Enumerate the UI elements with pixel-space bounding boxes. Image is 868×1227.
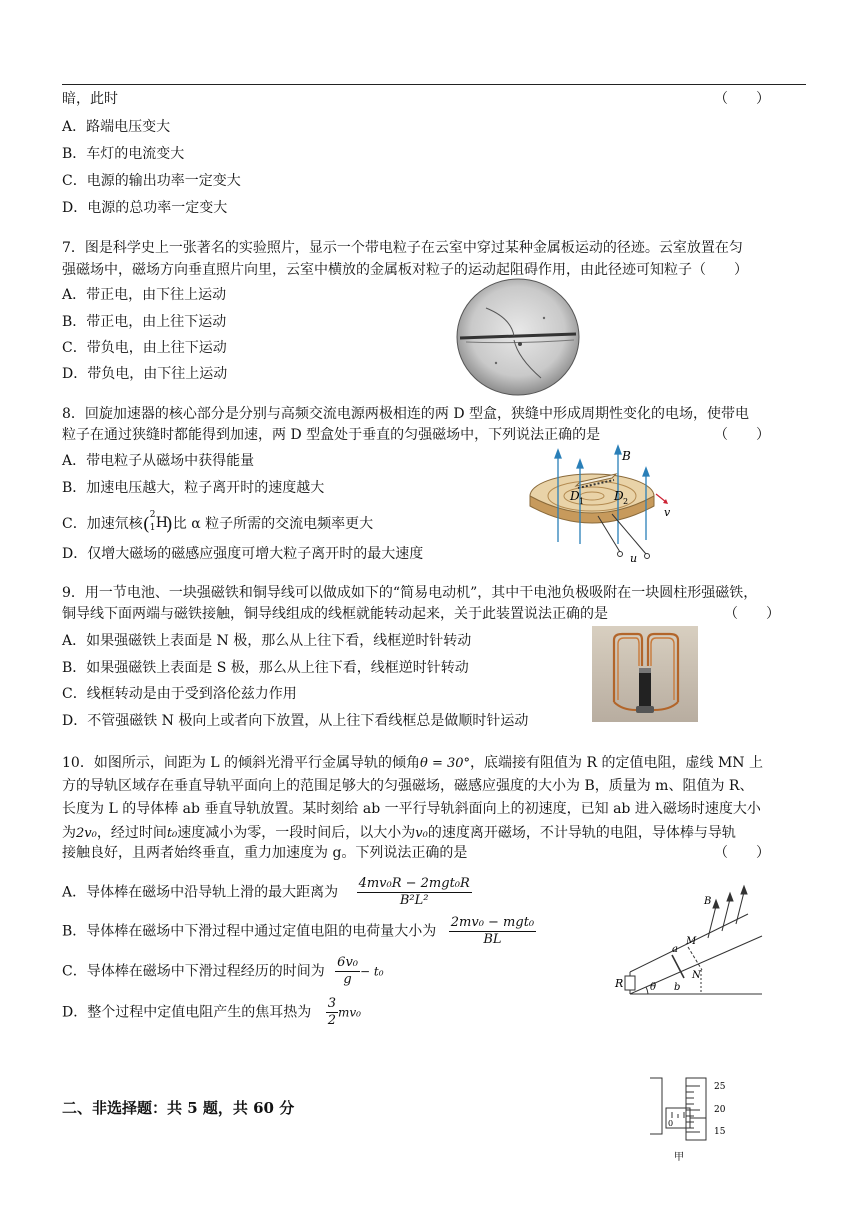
rail-label-field-b: B (704, 896, 712, 907)
q10-option-d-numerator: 3 (327, 996, 336, 1011)
q8-option-b: B．加速电压越大，粒子离开时的速度越大 (62, 480, 325, 496)
q10-theta: θ = 30° (420, 756, 471, 771)
cyclotron-label-v: v (664, 506, 671, 519)
q6-stem-tail: 暗，此时 (62, 91, 118, 107)
q7-option-d: D．带负电，由下往上运动 (62, 366, 228, 382)
q10-option-c-tail: − t₀ (360, 964, 384, 979)
q10-stem-line1-a: 10．如图所示，间距为 L 的倾斜光滑平行金属导轨的倾角 (62, 755, 421, 771)
q10-option-b-fraction (449, 915, 536, 948)
q10-stem-line1-b: ，底端接有阻值为 R 的定值电阻，虚线 MN 上 (470, 755, 763, 771)
q10-option-d-fraction (326, 996, 338, 1029)
q8-deuteron-nuclide (149, 510, 168, 534)
q9-option-b: B．如果强磁铁上表面是 S 极，那么从上往下看，线框逆时针转动 (62, 660, 469, 676)
q8-option-c-prefix: C．加速氘核 (62, 516, 143, 532)
micrometer-zero: 0 (668, 1119, 674, 1128)
cyclotron-label-b: B (622, 449, 631, 463)
q6-option-d: D．电源的总功率一定变大 (62, 200, 228, 216)
cyclotron-label-d1-sub: 1 (579, 497, 585, 506)
cyclotron-label-d1: D (570, 489, 580, 503)
micrometer-caption: 甲 (674, 1152, 684, 1163)
q10-option-c-denominator: g (343, 972, 352, 987)
q10-option-a-numerator: 4mv₀R − 2mgt₀R (358, 876, 470, 891)
micrometer-tick-20: 20 (714, 1105, 726, 1115)
q10-option-b-denominator: BL (483, 932, 502, 947)
q10-answer-paren: （ ） (714, 845, 770, 861)
q8-option-c (62, 510, 374, 535)
q10-option-d-denominator: 2 (327, 1013, 336, 1028)
q10-option-c-numerator: 6v₀ (337, 955, 358, 970)
q10-option-b-numerator: 2mv₀ − mgt₀ (450, 915, 535, 930)
cyclotron-label-d2: D (614, 489, 624, 503)
q6-option-b: B．车灯的电流变大 (62, 146, 185, 162)
q8-deuteron-close: ) (165, 514, 173, 535)
q10-stem-line2: 方的导轨区域存在垂直导轨平面向上的范围足够大的匀强磁场，磁感应强度的大小为 B，质量为 m、阻值为 R、 (62, 778, 754, 794)
q9-option-c: C．线框转动是由于受到洛伦兹力作用 (62, 686, 297, 702)
rail-label-r: R (615, 977, 624, 990)
q10-stem-line4-a: 为 (62, 825, 76, 841)
cyclotron-label-d2-sub: 2 (623, 497, 629, 506)
q10-option-a-denominator: B²L² (399, 893, 429, 908)
q8-mass-number: 2 (149, 510, 156, 520)
q10-option-b (62, 915, 536, 948)
q8-deuteron-symbol: ( (142, 514, 150, 535)
rail-label-b: b (674, 982, 681, 993)
inclined-rail-figure (612, 884, 792, 1004)
q8-element-symbol: H (155, 515, 168, 531)
q8-stem-line1: 8．回旋加速器的核心部分是分别与高频交流电源两极相连的两 D 型盒，狭缝中形成周期性变化的电场，使带电 (62, 406, 750, 422)
q8-option-a: A．带电粒子从磁场中获得能量 (62, 453, 255, 469)
q9-stem-line1: 9．用一节电池、一块强磁铁和铜导线可以做成如下的“简易电动机”，其中干电池负极吸附在一块圆柱形强磁铁， (62, 585, 758, 601)
q9-option-d: D．不管强磁铁 N 极向上或者向下放置，从上往下看线框总是做顺时针运动 (62, 713, 529, 729)
q10-stem-line5: 接触良好，且两者始终垂直，重力加速度为 g。下列说法正确的是 (62, 845, 468, 861)
q8-option-d: D．仅增大磁场的磁感应强度可增大粒子离开时的最大速度 (62, 546, 424, 562)
q10-option-d (62, 996, 361, 1029)
q7-option-c: C．带负电，由上往下运动 (62, 340, 227, 356)
q10-option-d-text: D．整个过程中定值电阻产生的焦耳热为 (62, 1004, 312, 1021)
q8-option-c-suffix: 比 α 粒子所需的交流电频率更大 (172, 516, 374, 532)
rail-label-n: N (692, 970, 701, 981)
q8-answer-paren: （ ） (714, 427, 770, 443)
q10-stem-line4-b: ，经过时间 (96, 825, 167, 841)
q8-atomic-number: 1 (149, 523, 156, 533)
q7-option-b: B．带正电，由上往下运动 (62, 314, 227, 330)
q9-option-a: A．如果强磁铁上表面是 N 极，那么从上往下看，线框逆时针转动 (62, 633, 472, 649)
q10-option-a-text: A．导体棒在磁场中沿导轨上滑的最大距离为 (62, 884, 339, 901)
q6-option-c: C．电源的输出功率一定变大 (62, 173, 241, 189)
cyclotron-label-u: u (630, 552, 638, 565)
q7-stem-line1: 7．图是科学史上一张著名的实验照片，显示一个带电粒子在云室中穿过某种金属板运动的径迹。云室放置在匀 (62, 240, 743, 256)
cloud-chamber-photo (456, 278, 580, 396)
rail-label-m: M (686, 936, 697, 947)
top-rule (62, 84, 806, 85)
q10-option-c-text: C．导体棒在磁场中下滑过程经历的时间为 (62, 963, 325, 980)
q10-v0: v₀ (415, 826, 428, 841)
q8-stem-line2: 粒子在通过狭缝时都能得到加速，两 D 型盒处于垂直的匀强磁场中，下列说法正确的是 (62, 427, 601, 443)
micrometer-figure (646, 1074, 746, 1166)
q10-stem-line3: 长度为 L 的导体棒 ab 垂直导轨放置。某时刻给 ab 一平行导轨斜面向上的初速度，已知 ab 进入磁场时速度大小 (62, 801, 761, 817)
q10-stem-line4-d: 的速度离开磁场，不计导轨的电阻，导体棒与导轨 (427, 825, 736, 841)
micrometer-tick-25: 25 (714, 1082, 726, 1092)
q10-option-d-tail: mv₀ (337, 1005, 361, 1020)
q10-2v0: 2v₀ (76, 826, 97, 841)
cyclotron-figure (520, 444, 680, 564)
q10-t0: t₀ (166, 826, 178, 841)
q6-option-a: A．路端电压变大 (62, 119, 171, 135)
q10-option-c-fraction (335, 955, 360, 988)
q6-answer-paren: （ ） (714, 91, 770, 107)
q10-option-c (62, 955, 384, 988)
q9-answer-paren: （ ） (724, 606, 780, 622)
q10-stem-line1 (62, 752, 763, 772)
q10-option-a-fraction (357, 876, 472, 909)
rail-label-theta: θ (650, 982, 657, 993)
rail-label-a: a (672, 944, 678, 955)
homopolar-motor-photo (592, 626, 698, 722)
q10-option-b-text: B．导体棒在磁场中下滑过程中通过定值电阻的电荷量大小为 (62, 923, 437, 940)
micrometer-tick-15: 15 (714, 1127, 726, 1137)
q7-option-a: A．带正电，由下往上运动 (62, 287, 227, 303)
section-2-heading: 二、非选择题：共 5 题，共 60 分 (62, 1099, 295, 1117)
q7-stem-line2: 强磁场中，磁场方向垂直照片向里，云室中横放的金属板对粒子的运动起阻碍作用，由此径迹可知粒子（ ） (62, 262, 748, 278)
q10-option-a (62, 876, 472, 909)
q9-stem-line2: 铜导线下面两端与磁铁接触，铜导线组成的线框就能转动起来，关于此装置说法正确的是 (62, 606, 608, 622)
q10-stem-line4 (62, 822, 736, 842)
q10-stem-line4-c: 速度减小为零，一段时间后，以大小为 (177, 825, 416, 841)
